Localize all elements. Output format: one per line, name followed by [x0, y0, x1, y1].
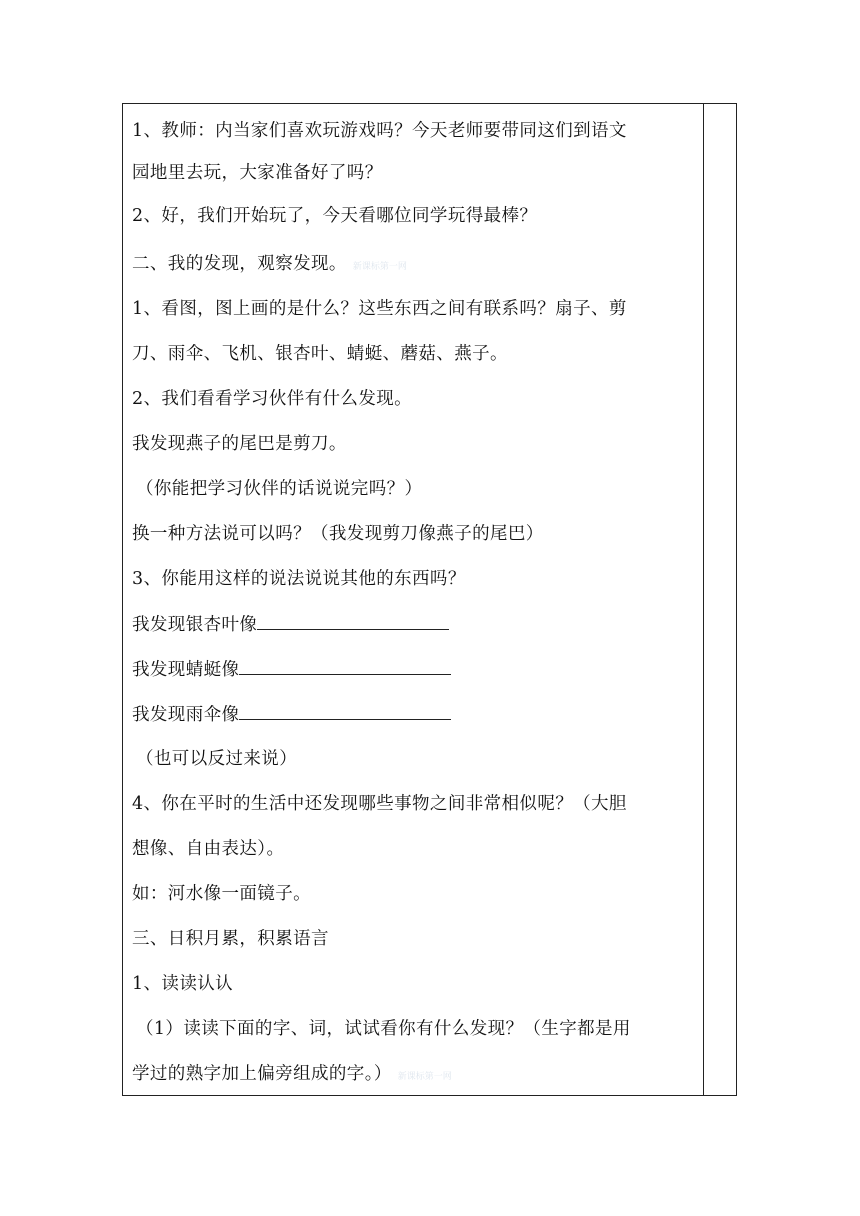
- text-line: 如：河水像一面镜子。: [132, 884, 311, 904]
- answer-blank: [257, 613, 449, 630]
- text-line-with-watermark: [132, 253, 407, 278]
- text-line: （你能把学习伙伴的话说说完吗？）: [136, 479, 423, 499]
- text-line: 园地里去玩，大家准备好了吗？: [132, 163, 383, 183]
- text-line: 三、日积月累，积累语言: [132, 929, 329, 949]
- text-line: 我发现雨伞像: [132, 705, 240, 725]
- text-line: （1）读读下面的字、词，试试看你有什么发现？（生字都是用: [136, 1019, 631, 1039]
- text-line: 我发现银杏叶像: [132, 615, 258, 635]
- text-line: 1、看图，图上画的是什么？这些东西之间有联系吗？扇子、剪: [132, 299, 627, 319]
- lesson-table: [122, 103, 737, 1096]
- watermark: 新课标第一网: [352, 262, 407, 272]
- text-line: 我发现蜻蜓像: [132, 660, 240, 680]
- text-line: 想像、自由表达）。: [132, 839, 285, 859]
- text-line: 学过的熟字加上偏旁组成的字。）: [132, 1064, 392, 1084]
- text-line: 3、你能用这样的说法说说其他的东西吗？: [132, 569, 466, 589]
- fill-in-line: [132, 658, 451, 681]
- text-line: 1、读读认认: [132, 974, 234, 994]
- text-line: 换一种方法说可以吗？（我发现剪刀像燕子的尾巴）: [132, 524, 544, 544]
- fill-in-line: [132, 613, 449, 636]
- answer-blank: [239, 658, 451, 675]
- column-divider: [703, 104, 704, 1095]
- text-line: 2、好，我们开始玩了，今天看哪位同学玩得最棒？: [132, 206, 538, 226]
- text-line-with-watermark: [132, 1063, 452, 1088]
- text-line: （也可以反过来说）: [136, 749, 298, 769]
- text-line: 1、教师：内当家们喜欢玩游戏吗？今天老师要带同这们到语文: [132, 121, 627, 141]
- answer-blank: [239, 703, 451, 720]
- text-line: 2、我们看看学习伙伴有什么发现。: [132, 389, 413, 409]
- text-line: 刀、雨伞、飞机、银杏叶、蜻蜓、蘑菇、燕子。: [132, 344, 508, 364]
- watermark: 新课标第一网: [397, 1072, 452, 1082]
- text-line: 4、你在平时的生活中还发现哪些事物之间非常相似呢？（大胆: [132, 794, 627, 814]
- text-line: 二、我的发现，观察发现。: [132, 254, 347, 274]
- fill-in-line: [132, 703, 451, 726]
- text-line: 我发现燕子的尾巴是剪刀。: [132, 434, 347, 454]
